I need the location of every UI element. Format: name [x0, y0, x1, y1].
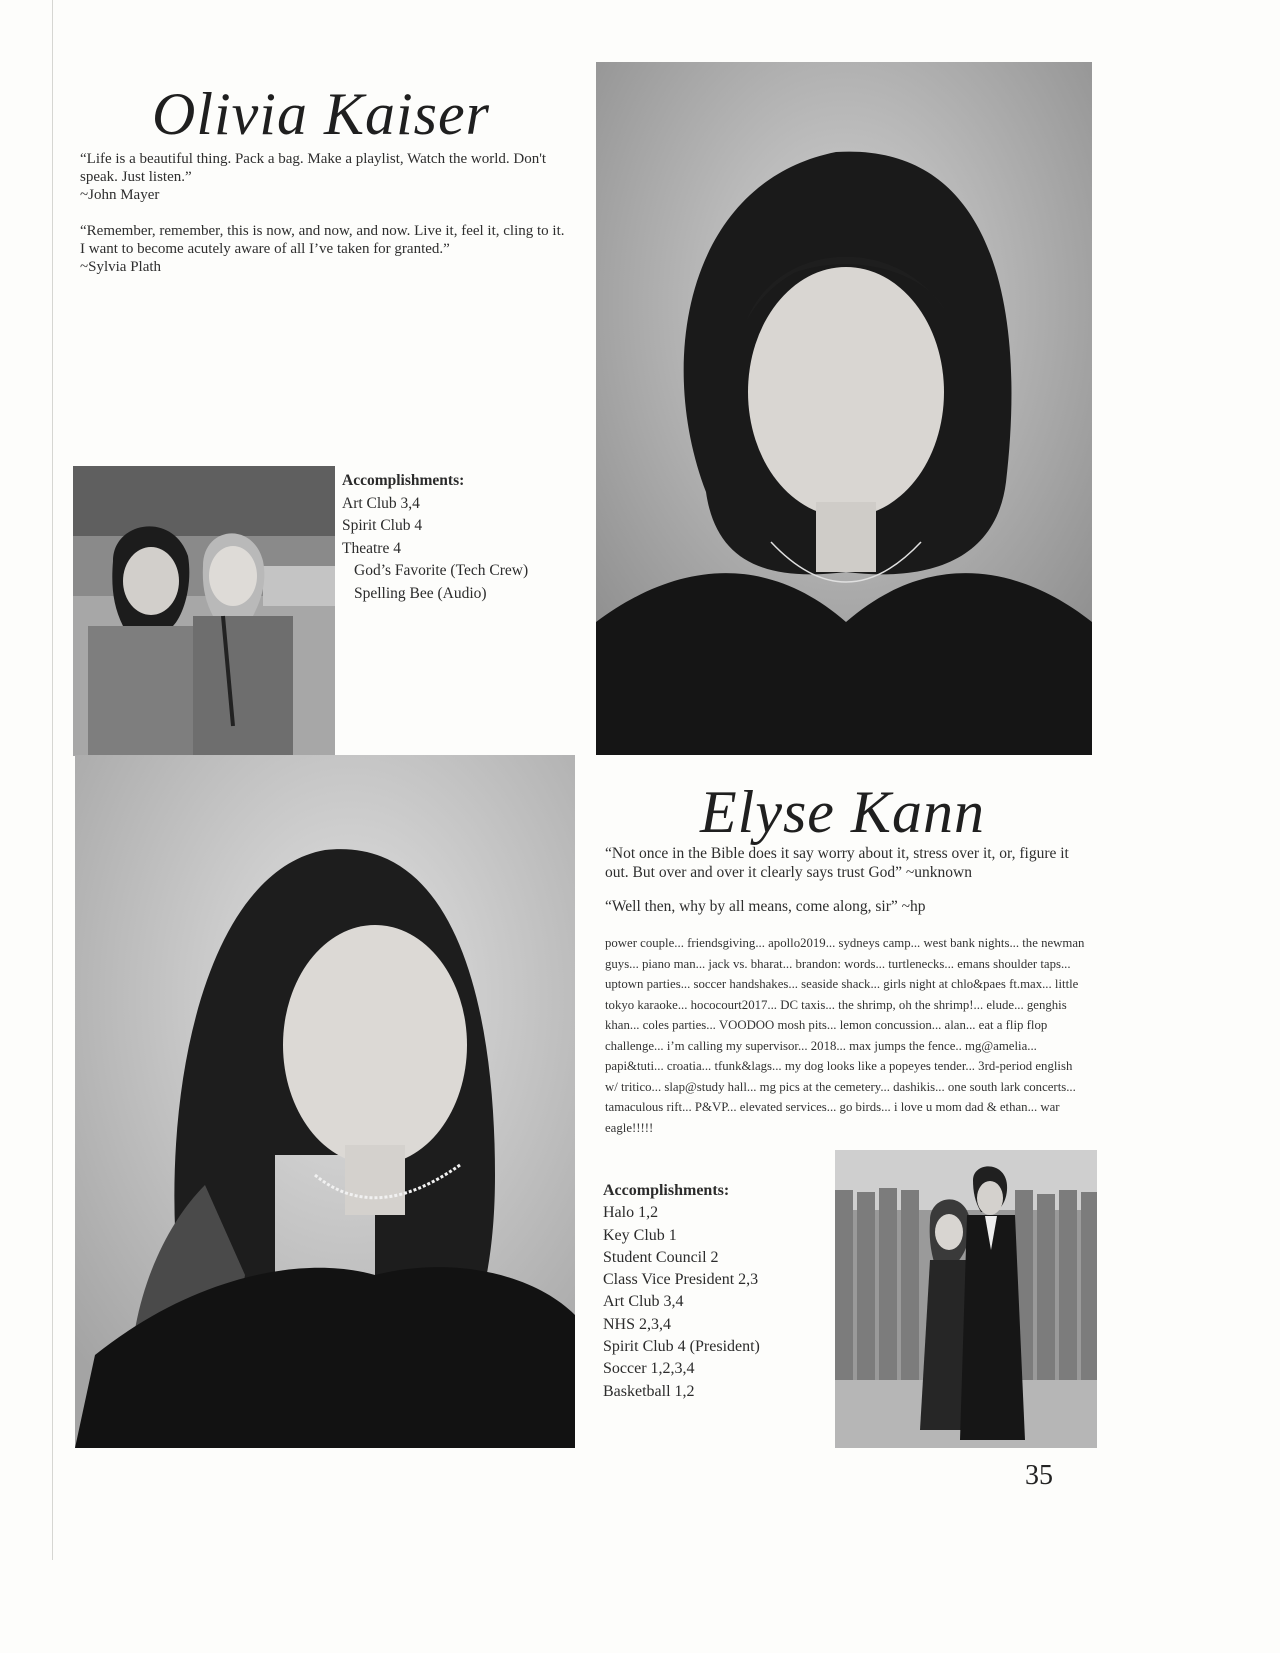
accomplishment-subitem: Spelling Bee (Audio): [354, 584, 487, 602]
page-number: 35: [1025, 1460, 1053, 1491]
accomplishment-item: Spirit Club 4 (President): [603, 1338, 760, 1356]
senior-name-elyse: Elyse Kann: [700, 779, 985, 845]
accomplishment-item: Art Club 3,4: [342, 494, 420, 512]
accomplishment-item: Class Vice President 2,3: [603, 1271, 759, 1289]
accomplishment-item: NHS 2,3,4: [603, 1315, 672, 1333]
quote-text: “Well then, why by all means, come along, sir” ~hp: [605, 898, 926, 915]
senior-quotes-elyse: [605, 844, 1075, 916]
accomplishments-olivia: [342, 470, 582, 605]
senior-quotes-olivia: [80, 150, 570, 276]
accomplishment-item: Spirit Club 4: [342, 517, 423, 534]
senior-memories-elyse: power couple... friendsgiving... apollo2019... sydneys camp... west bank nights... the newman guys... piano man... jack vs. bharat... brandon: words... turtlenecks... emans shoulder taps... uptown parties... soccer handshakes... seaside shack... girls night at chlo&paes ft.max... little tokyo karaoke... hococourt2017... DC taxis... the shrimp, oh the shrimp!... elude... genghis khan... coles parties... VOODOO mosh pits... lemon concussion... alan... eat a flip flop challenge... i’m calling my supervisor... 2018... max jumps the fence.. mg@amelia... papi&tuti... croatia... tfunk&lags... my dog looks like a popeyes tender... 3rd-period english w/ tritico... slap@study hall... mg pics at the cemetery... dashikis... one south lark concerts... tamaculous rift... P&VP... elevated services... go birds... i love u mom dad & ethan... war eagle!!!!!: [605, 936, 1085, 1135]
portrait-photo-olivia: [596, 62, 1092, 755]
accomplishments-heading: Accomplishments:: [603, 1182, 730, 1199]
page-binding-line: [52, 0, 53, 1560]
accomplishments-elyse: [603, 1180, 823, 1403]
accomplishment-item: Student Council 2: [603, 1248, 719, 1266]
accomplishment-item: Basketball 1,2: [603, 1382, 695, 1400]
accomplishment-item: Key Club 1: [603, 1226, 677, 1244]
accomplishments-heading: Accomplishments:: [342, 472, 465, 489]
accomplishment-item: Halo 1,2: [603, 1204, 659, 1222]
accomplishment-item: Theatre 4: [342, 539, 401, 557]
quote-text: “Remember, remember, this is now, and now, and now. Live it, feel it, cling to it. I want to become acutely aware of all I’ve taken for granted.”: [80, 223, 565, 257]
candid-photo-olivia: [73, 466, 335, 756]
senior-name-olivia: Olivia Kaiser: [152, 81, 490, 147]
quote-text: “Life is a beautiful thing. Pack a bag. Make a playlist, Watch the world. Don't speak. Just listen.”: [80, 151, 547, 185]
accomplishment-item: Art Club 3,4: [603, 1293, 684, 1311]
portrait-photo-elyse: [75, 755, 575, 1448]
quote-text: “Not once in the Bible does it say worry about it, stress over it, or, figure it out. But over and over it clearly says trust God” ~unknown: [605, 845, 1069, 881]
quote-author: ~John Mayer: [80, 187, 160, 203]
quote-author: ~Sylvia Plath: [80, 259, 162, 275]
accomplishment-item: Soccer 1,2,3,4: [603, 1360, 695, 1378]
candid-photo-elyse: [835, 1150, 1097, 1448]
accomplishment-subitem: God’s Favorite (Tech Crew): [354, 562, 529, 579]
